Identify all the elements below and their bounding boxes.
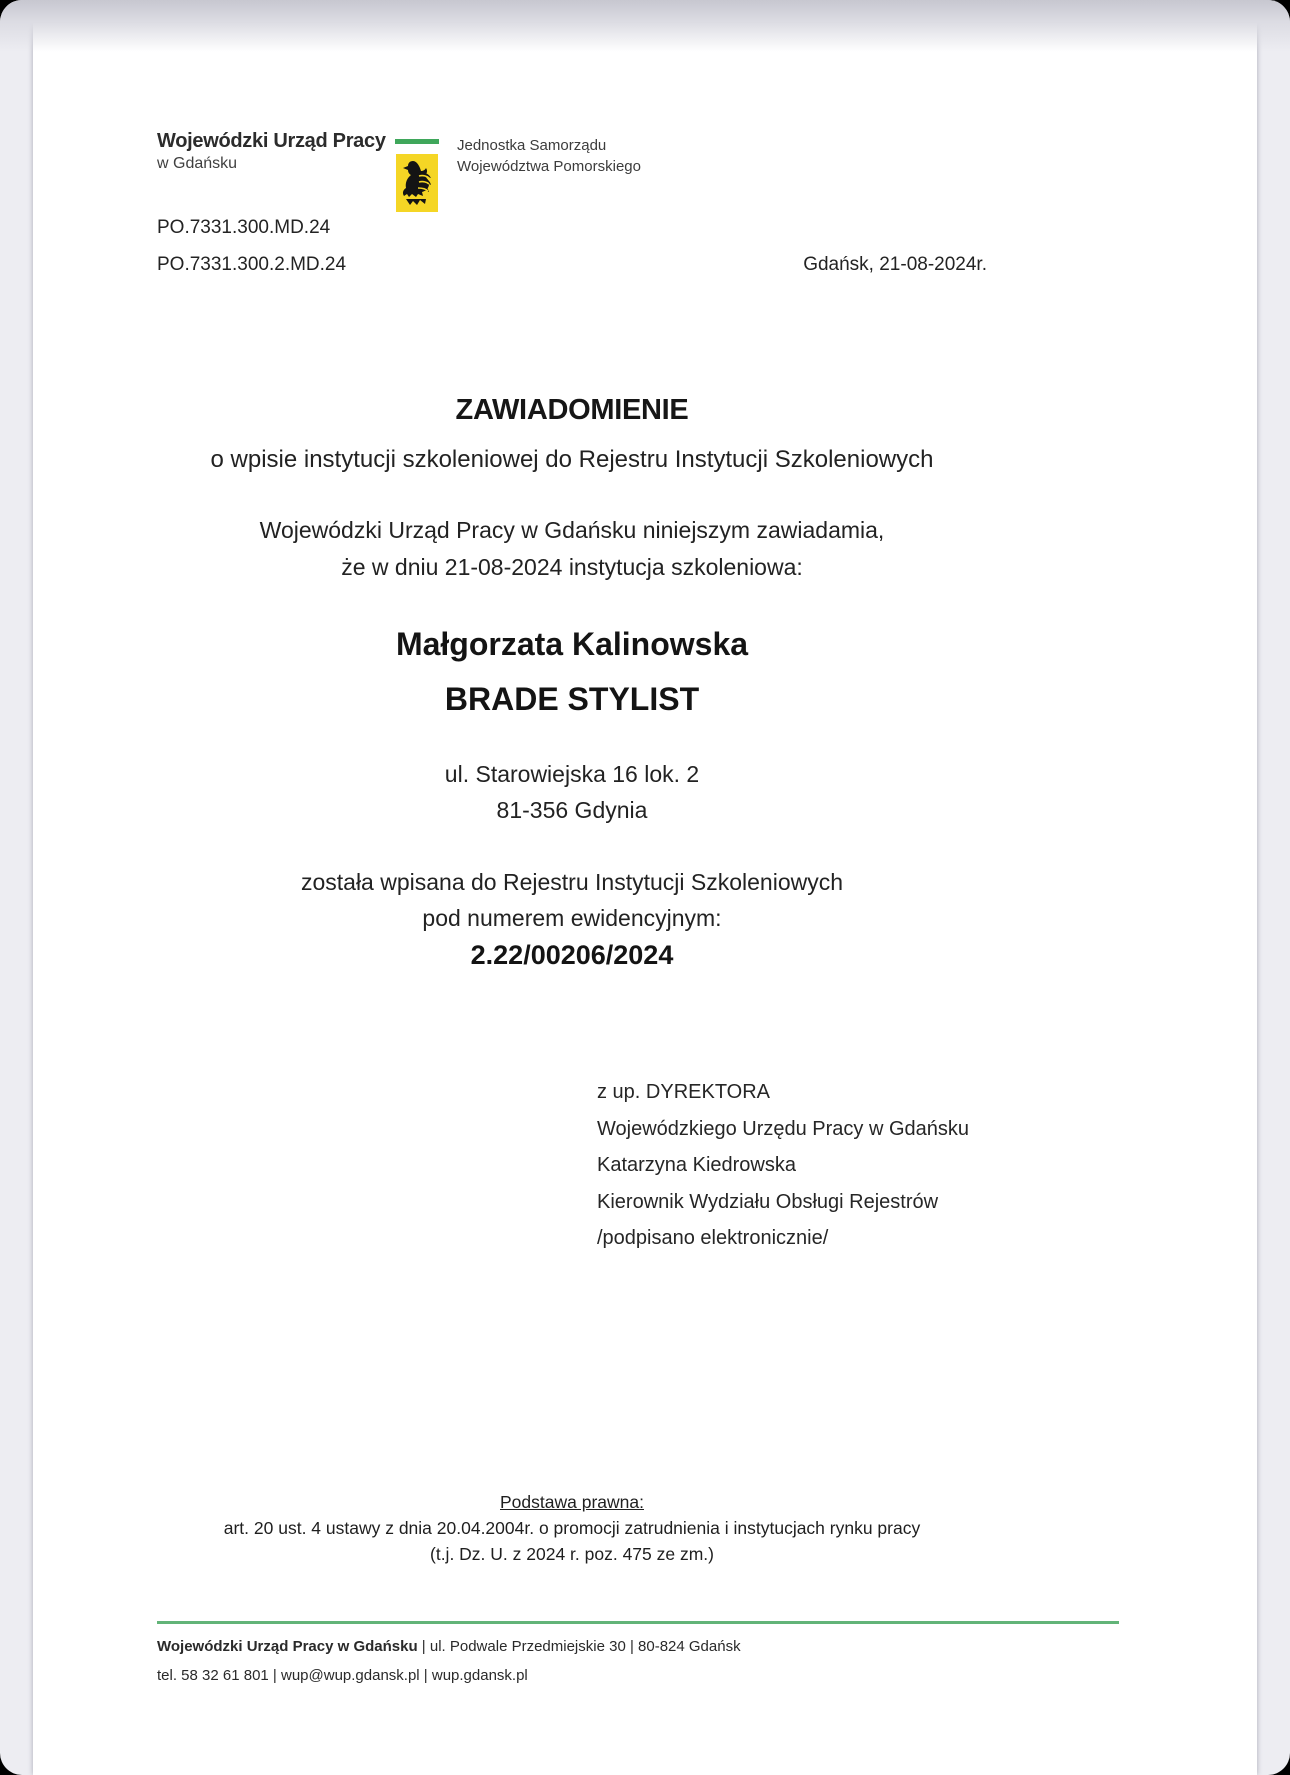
footer-address-rest: | ul. Podwale Przedmiejskie 30 | 80-824 Gdańsk xyxy=(417,1638,741,1655)
case-number-1: PO.7331.300.MD.24 xyxy=(157,217,331,238)
logo-green-bar xyxy=(395,139,439,144)
document-page xyxy=(33,23,1257,1775)
affiliation-line-1: Jednostka Samorządu xyxy=(457,137,607,154)
institution-name: Małgorzata Kalinowska xyxy=(395,626,749,662)
place-and-date: Gdańsk, 21-08-2024r. xyxy=(803,254,987,275)
notice-title: ZAWIADOMIENIE xyxy=(455,394,689,426)
reference-row xyxy=(157,254,987,276)
signature-block xyxy=(597,1074,969,1257)
footer-contact-line: tel. 58 32 61 801 | wup@wup.gdansk.pl | wup.gdansk.pl xyxy=(157,1667,528,1684)
notice-intro-line-2: że w dniu 21-08-2024 instytucja szkoleniowa: xyxy=(341,554,803,580)
letterhead-org-city: w Gdańsku xyxy=(157,155,238,172)
legal-basis-line-1: art. 20 ust. 4 ustawy z dnia 20.04.2004r. o promocji zatrudnienia i instytucjach rynku pracy xyxy=(223,1518,921,1538)
pomorskie-logo xyxy=(395,127,439,219)
institution-address-city: 81-356 Gdynia xyxy=(496,797,648,823)
registration-number: 2.22/00206/2024 xyxy=(470,940,674,970)
legal-basis-line-2: (t.j. Dz. U. z 2024 r. poz. 475 ze zm.) xyxy=(430,1544,714,1564)
signature-electronic-note: /podpisano elektronicznie/ xyxy=(597,1227,829,1249)
footer-address-line xyxy=(157,1638,741,1655)
notice-subtitle: o wpisie instytucji szkoleniowej do Rejestru Instytucji Szkoleniowych xyxy=(210,446,934,473)
institution-address-street: ul. Starowiejska 16 lok. 2 xyxy=(444,761,700,787)
registration-statement-2: pod numerem ewidencyjnym: xyxy=(422,905,722,931)
affiliation-line-2: Województwa Pomorskiego xyxy=(457,158,641,175)
griffin-coat-of-arms-icon xyxy=(396,154,438,212)
letterhead-org-name: Wojewódzki Urząd Pracy xyxy=(157,130,386,152)
footer-org-name: Wojewódzki Urząd Pracy w Gdańsku xyxy=(157,1638,418,1655)
letterhead-affiliation xyxy=(457,135,641,177)
signature-office: Wojewódzkiego Urzędu Pracy w Gdańsku xyxy=(597,1117,970,1140)
signature-person-role: Kierownik Wydziału Obsługi Rejestrów xyxy=(597,1190,939,1213)
signature-person-name: Katarzyna Kiedrowska xyxy=(597,1154,796,1176)
notice-intro-line-1: Wojewódzki Urząd Pracy w Gdańsku niniejszym zawiadamia, xyxy=(259,517,885,543)
institution-brand-name: BRADE STYLIST xyxy=(444,681,700,717)
registration-statement-1: została wpisana do Rejestru Instytucji Szkoleniowych xyxy=(300,869,844,895)
legal-basis-block xyxy=(157,1489,987,1567)
case-number-2: PO.7331.300.2.MD.24 xyxy=(157,254,347,275)
legal-basis-heading: Podstawa prawna: xyxy=(500,1492,644,1512)
signature-authority: z up. DYREKTORA xyxy=(597,1081,771,1103)
footer-divider xyxy=(157,1621,1119,1624)
